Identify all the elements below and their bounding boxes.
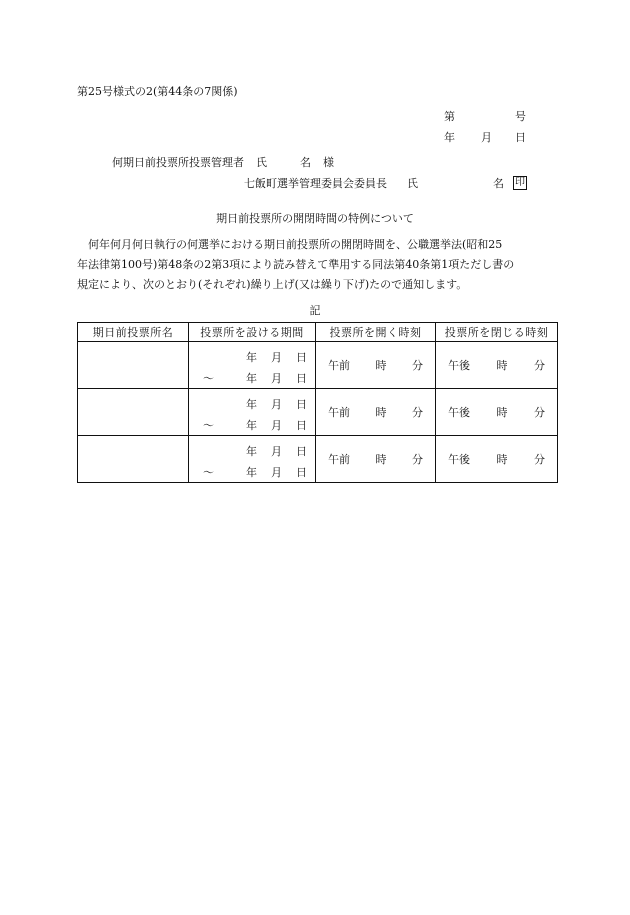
document-body <box>77 235 557 295</box>
period-end-day: 日 <box>296 466 307 479</box>
period-start <box>246 396 307 412</box>
sender-title: 七飯町選挙管理委員会委員長 <box>244 177 387 190</box>
location-name-cell[interactable] <box>78 436 189 483</box>
addressee-line <box>112 157 334 168</box>
location-name-cell[interactable] <box>78 389 189 436</box>
document-title: 期日前投票所の開閉時間の特例について <box>216 212 414 225</box>
period-end-day: 日 <box>296 372 307 385</box>
period-cell[interactable] <box>189 389 316 436</box>
header-period: 投票所を設ける期間 <box>189 323 316 342</box>
close-hour: 時 <box>496 453 508 466</box>
close-pm: 午後 <box>448 453 470 466</box>
open-minute: 分 <box>412 406 423 419</box>
period-end <box>246 464 307 480</box>
schedule-table <box>77 322 558 483</box>
period-tilde: ～ <box>203 466 214 479</box>
number-suffix: 号 <box>515 110 526 123</box>
period-start-day: 日 <box>296 351 307 364</box>
period-start-year: 年 <box>246 445 257 458</box>
period-cell[interactable] <box>189 342 316 389</box>
open-minute: 分 <box>412 359 423 372</box>
close-time-cell[interactable] <box>436 342 558 389</box>
open-hour: 時 <box>375 359 387 372</box>
number-prefix: 第 <box>444 110 455 123</box>
addressee-mei: 名 <box>300 156 311 169</box>
body-line-3: 規定により、次のとおり(それぞれ)繰り上げ(又は繰り下げ)たので通知します。 <box>77 278 468 291</box>
addressee-title: 何期日前投票所投票管理者 <box>112 156 244 169</box>
open-minute: 分 <box>412 453 423 466</box>
form-number: 第25号様式の2(第44条の7関係) <box>77 85 238 98</box>
period-cell[interactable] <box>189 436 316 483</box>
header-open-time: 投票所を開く時刻 <box>316 323 436 342</box>
period-tilde: ～ <box>203 419 214 432</box>
period-end-year: 年 <box>246 466 257 479</box>
date-month: 月 <box>481 131 492 144</box>
date-day: 日 <box>515 131 526 144</box>
ki-heading: 記 <box>309 304 321 317</box>
close-hour: 時 <box>496 359 508 372</box>
period-tilde: ～ <box>203 372 214 385</box>
close-time-cell[interactable] <box>436 389 558 436</box>
open-hour: 時 <box>375 406 387 419</box>
addressee-uji: 氏 <box>256 156 267 169</box>
period-end-month: 月 <box>271 466 282 479</box>
table-header-row <box>78 323 558 342</box>
open-time-cell[interactable] <box>316 436 436 483</box>
close-pm: 午後 <box>448 359 470 372</box>
open-time-cell[interactable] <box>316 342 436 389</box>
location-name-cell[interactable] <box>78 342 189 389</box>
date-year: 年 <box>444 131 455 144</box>
period-end-year: 年 <box>246 419 257 432</box>
table-row <box>78 342 558 389</box>
period-end-year: 年 <box>246 372 257 385</box>
period-start-year: 年 <box>246 351 257 364</box>
open-am: 午前 <box>328 453 350 466</box>
period-end-month: 月 <box>271 419 282 432</box>
header-location-name: 期日前投票所名 <box>78 323 189 342</box>
sender-mei: 名 <box>493 177 504 190</box>
period-start <box>246 349 307 365</box>
period-start-year: 年 <box>246 398 257 411</box>
period-start-month: 月 <box>271 445 282 458</box>
sender-uji: 氏 <box>407 177 418 190</box>
period-start <box>246 443 307 459</box>
close-minute: 分 <box>534 406 545 419</box>
body-line-2: 年法律第100号)第48条の2第3項により読み替えて準用する同法第40条第1項ただし書の <box>77 258 515 271</box>
period-start-day: 日 <box>296 445 307 458</box>
open-am: 午前 <box>328 359 350 372</box>
open-hour: 時 <box>375 453 387 466</box>
table-row <box>78 436 558 483</box>
period-start-month: 月 <box>271 398 282 411</box>
table-row <box>78 389 558 436</box>
period-end-day: 日 <box>296 419 307 432</box>
period-end-month: 月 <box>271 372 282 385</box>
close-time-cell[interactable] <box>436 436 558 483</box>
open-am: 午前 <box>328 406 350 419</box>
close-pm: 午後 <box>448 406 470 419</box>
body-line-1: 何年何月何日執行の何選挙における期日前投票所の開閉時間を、公職選挙法(昭和25 <box>88 238 503 251</box>
period-end <box>246 417 307 433</box>
seal-mark: 印 <box>515 177 525 188</box>
period-start-day: 日 <box>296 398 307 411</box>
close-minute: 分 <box>534 453 545 466</box>
addressee-honorific: 様 <box>323 156 334 169</box>
open-time-cell[interactable] <box>316 389 436 436</box>
period-start-month: 月 <box>271 351 282 364</box>
header-close-time: 投票所を閉じる時刻 <box>436 323 558 342</box>
period-end <box>246 370 307 386</box>
close-minute: 分 <box>534 359 545 372</box>
close-hour: 時 <box>496 406 508 419</box>
